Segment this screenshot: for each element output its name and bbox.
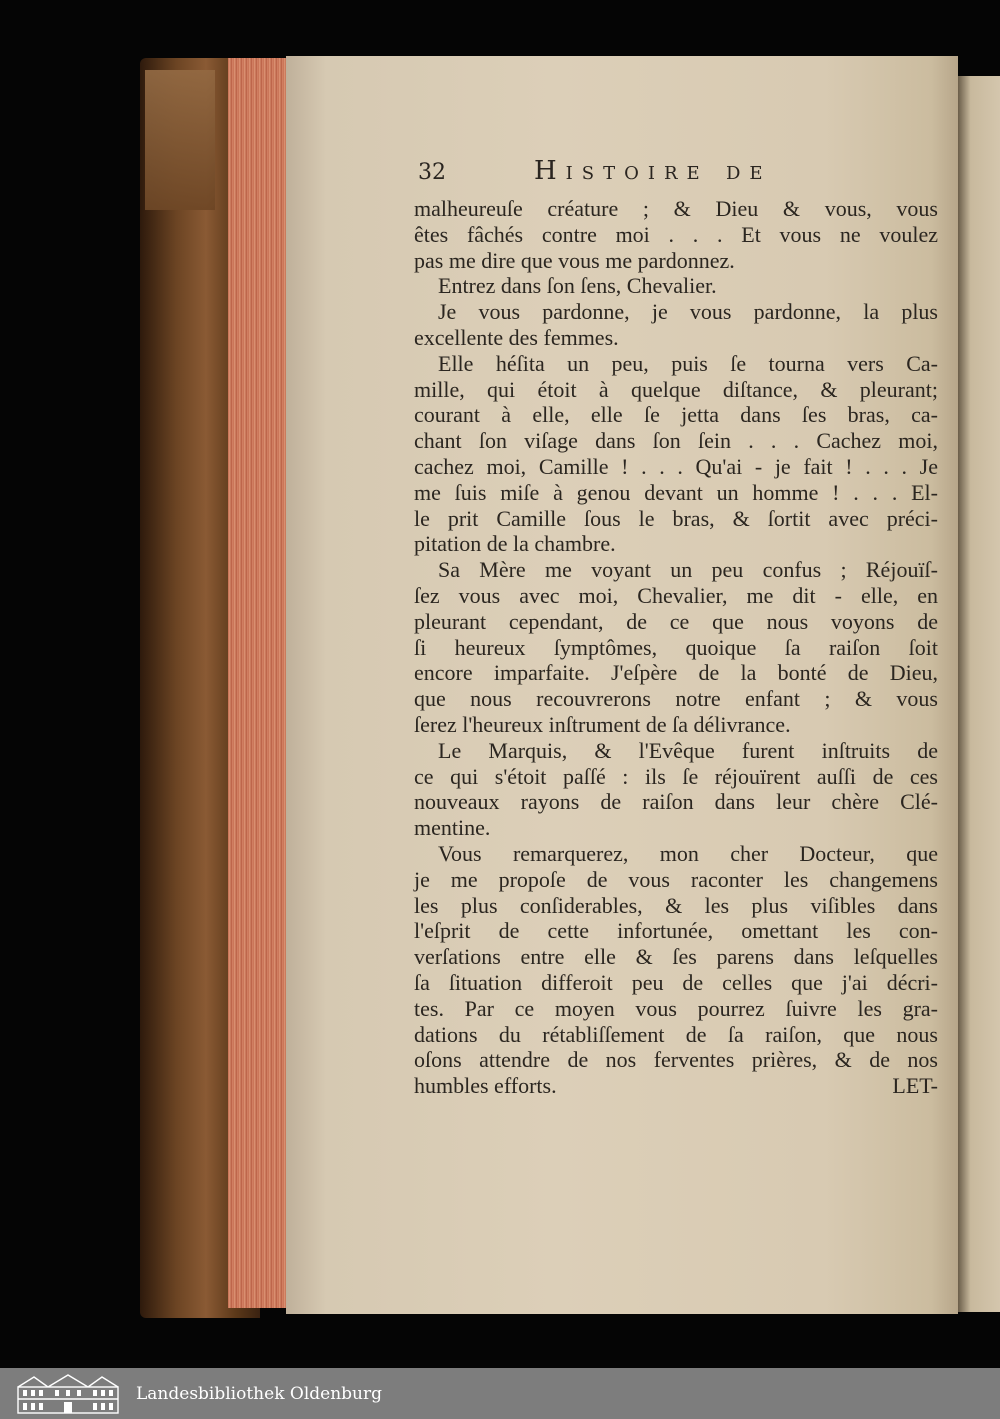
text-line: ſez vous avec moi, Chevalier, me dit - elle, en [414,582,938,608]
text-line: les plus conſiderables, & les plus viſibles dans [414,892,938,918]
text-line: pas me dire que vous me pardonnez. [414,247,735,273]
text-line: courant à elle, elle ſe jetta dans ſes bras, ca- [414,402,938,428]
page-header [418,156,938,192]
library-building-icon [14,1373,122,1415]
text-line: tes. Par ce moyen vous pourrez ſuivre les gra- [414,995,938,1021]
cover-corner [145,70,215,210]
page-edges [228,58,288,1308]
text-line: Elle héſita un peu, puis ſe tourna vers Ca- [438,350,938,376]
text-line: que nous recouvrerons notre enfant ; & vous [414,686,938,712]
text-line: l'eſprit de cette infortunée, omettant les con- [414,918,938,944]
footer-bar [0,1368,1000,1419]
catchword: LET- [892,1073,938,1099]
text-line: excellente des femmes. [414,324,619,350]
text-line: Le Marquis, & l'Evêque furent inſtruits de [438,737,938,763]
running-title: Histoire de [534,156,772,186]
text-line: verſations entre elle & ſes parens dans leſquelles [414,944,938,970]
text-line: ſa ſituation differoit peu de celles que j'ai décri- [414,969,938,995]
text-line: le prit Camille ſous le bras, & ſortit avec préci- [414,505,938,531]
library-label: Landesbibliothek Oldenburg [136,1383,383,1404]
text-line: pleurant cependant, de ce que nous voyons de [414,608,938,634]
text-line: malheureuſe créature ; & Dieu & vous, vous [414,196,938,221]
text-line: me ſuis miſe à genou devant un homme ! . . . El- [414,479,938,505]
page-number: 32 [418,160,446,185]
text-line: nouveaux rayons de raiſon dans leur chère Clé- [414,789,938,815]
text-line: ce qui s'étoit paſſé : ils ſe réjouïrent auſſi de ces [414,763,938,789]
text-line: mentine. [414,815,491,841]
text-line: oſons attendre de nos ferventes prières, & de nos [414,1047,938,1073]
text-line: ſi heureux ſymptômes, quoique ſa raiſon ſoit [414,634,938,660]
text-line: êtes fâchés contre moi . . . Et vous ne voulez [414,221,938,247]
text-line: Je vous pardonne, je vous pardonne, la plus [438,299,938,325]
text-line: ſerez l'heureux inſtrument de ſa délivrance. [414,711,791,737]
text-line: chant ſon viſage dans ſon ſein . . . Cachez moi, [414,428,938,454]
text-line: encore imparfaite. J'eſpère de la bonté de Dieu, [414,660,938,686]
text-line: pitation de la chambre. [414,531,616,557]
body-text [414,196,938,1099]
facing-page-edge [958,76,1000,1312]
text-line: Sa Mère me voyant un peu confus ; Réjouïſ- [438,557,938,583]
text-line: cachez moi, Camille ! . . . Qu'ai - je fait ! . . . Je [414,453,938,479]
text-line: Entrez dans ſon ſens, Chevalier. [438,273,717,299]
text-line: je me propoſe de vous raconter les changemens [414,866,938,892]
text-line: humbles efforts. [414,1073,557,1099]
text-line: mille, qui étoit à quelque diſtance, & pleurant; [414,376,938,402]
text-line: Vous remarquerez, mon cher Docteur, que [438,840,938,866]
final-line [414,1073,938,1099]
text-line: dations du rétabliſſement de ſa raiſon, que nous [414,1021,938,1047]
